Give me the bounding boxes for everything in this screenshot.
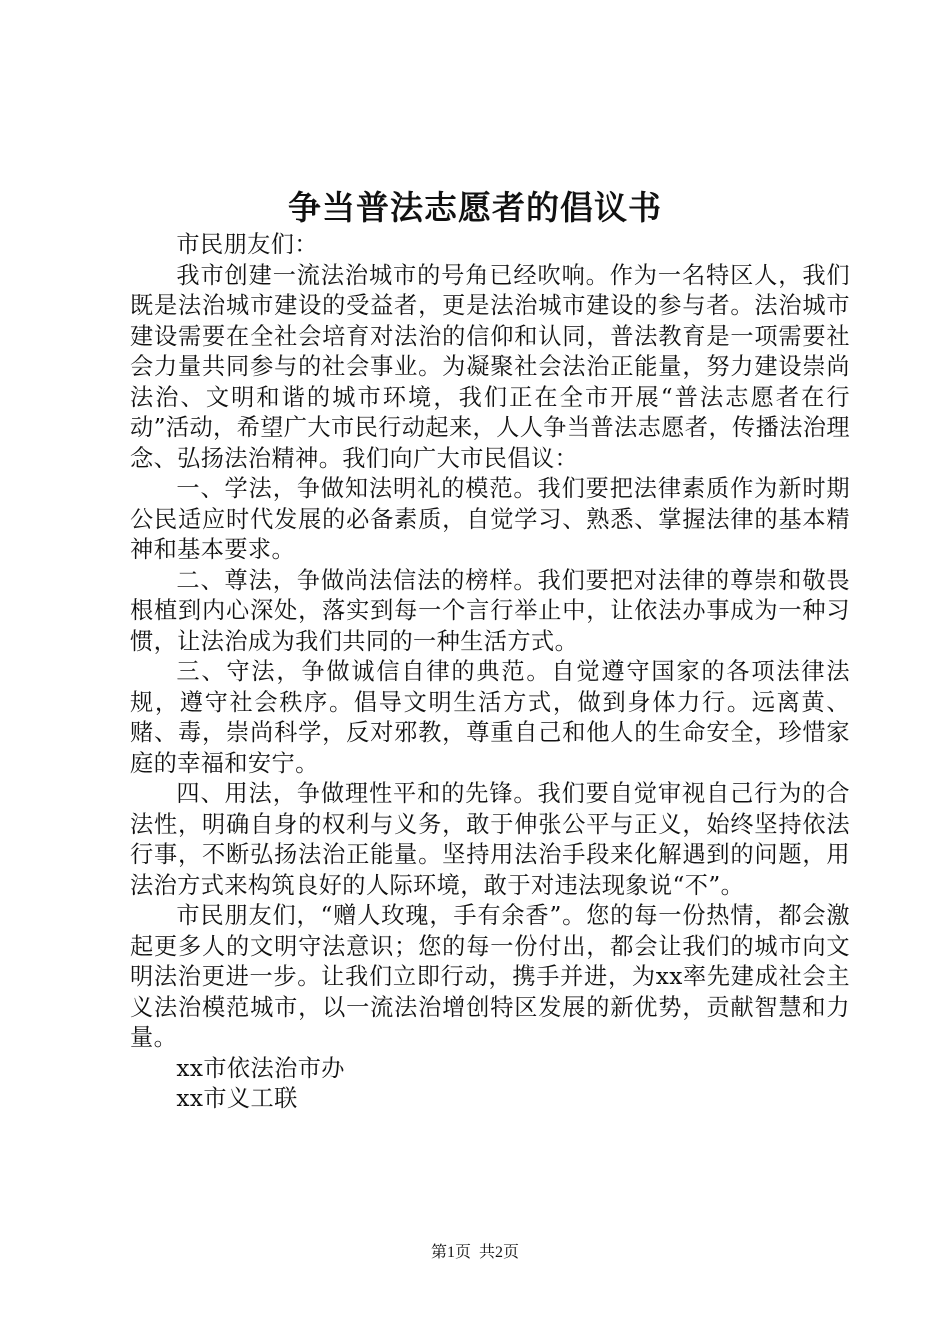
- salutation: 市民朋友们：: [176, 231, 318, 258]
- page-number: 第1页: [430, 1244, 471, 1261]
- signature-line: xx市依法治市办: [176, 1054, 345, 1082]
- proposal-respect-law: 二、尊法，争做尚法信法的榜样。我们要把对法律的尊崇和敬畏根植到内心深处，落实到每一个言行举止中，让依法办事成为一种习惯，让法治成为我们共同的一种生活方式。: [130, 566, 850, 655]
- document-body: [130, 230, 850, 1115]
- signature-line: xx市义工联: [176, 1085, 298, 1112]
- intro-paragraph: 我市创建一流法治城市的号角已经吹响。作为一名特区人，我们既是法治城市建设的受益者，更是法治城市建设的参与者。法治城市建设需要在全社会培育对法治的信仰和认同，普法教育是一项需要社会力量共同参与的社会事业。为凝聚社会法治正能量，努力建设崇尚法治、文明和谐的城市环境，我们正在全市开展“普法志愿者在行动”活动，希望广大市民行动起来，人人争当普法志愿者，传播法治理念、弘扬法治精神。我们向广大市民倡议：: [130, 261, 850, 472]
- page-total: 共2页: [479, 1244, 520, 1261]
- page-footer: [0, 1242, 950, 1264]
- proposal-use-law: 四、用法，争做理性平和的先锋。我们要自觉审视自己行为的合法性，明确自身的权利与义务，敢于伸张公平与正义，始终坚持依法行事，不断弘扬法治正能量。坚持用法治手段来化解遇到的问题，用法治方式来构筑良好的人际环境，敢于对违法现象说“不”。: [130, 780, 850, 899]
- document-title: 争当普法志愿者的倡议书: [288, 188, 662, 227]
- proposal-obey-law: 三、守法，争做诚信自律的典范。自觉遵守国家的各项法律法规，遵守社会秩序。倡导文明生活方式，做到身体力行。远离黄、赌、毒，崇尚科学，反对邪教，尊重自己和他人的生命安全，珍惜家庭的幸福和安宁。: [130, 658, 850, 777]
- closing-paragraph: 市民朋友们，“赠人玫瑰，手有余香”。您的每一份热情，都会激起更多人的文明守法意识；您的每一份付出，都会让我们的城市向文明法治更进一步。让我们立即行动，携手并进，为xx率先建成社会主义法治模范城市，以一流法治增创特区发展的新优势，贡献智慧和力量。: [130, 902, 850, 1051]
- proposal-learn-law: 一、学法，争做知法明礼的模范。我们要把法律素质作为新时期公民适应时代发展的必备素质，自觉学习、熟悉、掌握法律的基本精神和基本要求。: [130, 475, 850, 563]
